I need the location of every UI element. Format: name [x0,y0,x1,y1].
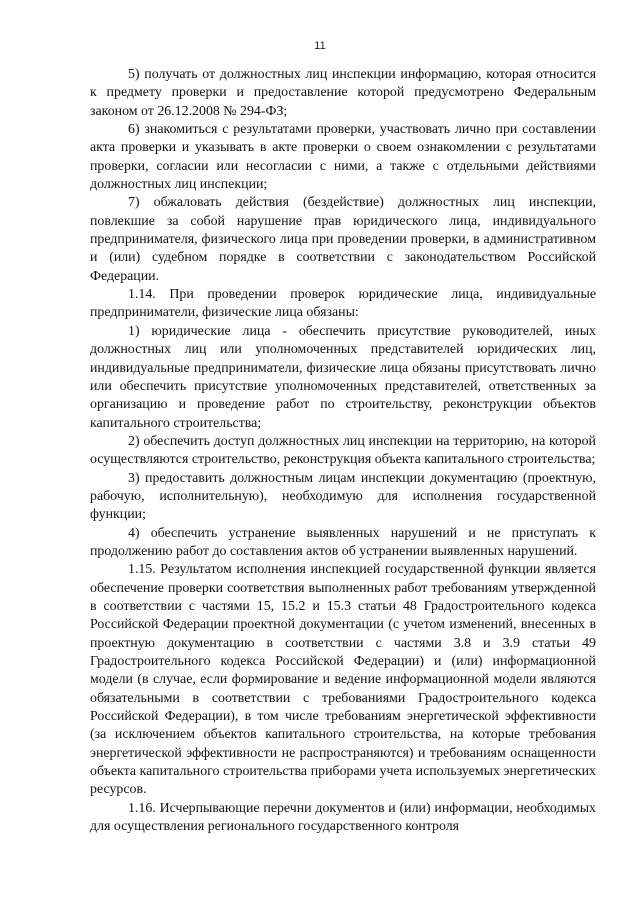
paragraph-obligation-3: 3) предоставить должностным лицам инспекции документацию (проектную, рабочую, исполнительную), необходимую для исполнения государственной функции; [90,470,596,523]
page-number: 11 [314,40,326,52]
paragraph-clause-1-15: 1.15. Результатом исполнения инспекцией государственной функции является обеспечение проверки соответствия выполненных работ требованиям утвержденной в соответствии с частями 15, 15.2 и 15.3 статьи 48 Градостроительного кодекса Российской Федерации проектной документации (с учетом изменений, внесенных в проектную документацию в соответствии с частями 3.8 и 3.9 статьи 49 Градостроительного кодекса Российской Федерации) и (или) информационной модели (в случае, если формирование и ведение информационной модели являются обязательными в соответствии с требованиями Градостроительного кодекса Российской Федерации), в том числе требованиям энергетической эффективности (за исключением объектов капитального строительства, на которые требования энергетической эффективности не распространяются) и требованиям оснащенности объекта капитального строительства приборами учета используемых энергетических ресурсов. [90,562,596,798]
paragraph-obligation-2: 2) обеспечить доступ должностных лиц инспекции на территорию, на которой осуществляются строительство, реконструкция объекта капитального строительства; [90,433,596,468]
paragraph-obligation-4: 4) обеспечить устранение выявленных нарушений и не приступать к продолжению работ до составления актов об устранении выявленных нарушений. [90,525,596,559]
paragraph-obligation-1: 1) юридические лица - обеспечить присутствие руководителей, иных должностных лиц или уполномоченных представителей юридических лиц, индивидуальные предприниматели, физические лица обязаны присутствовать лично или обеспечить присутствие уполномоченных представителей, ответственных за организацию и проведение работ по строительству, реконструкции объектов капитального строительства; [90,323,596,431]
paragraph-item-5: 5) получать от должностных лиц инспекции информацию, которая относится к предмету проверки и предоставление которой предусмотрено Федеральным законом от 26.12.2008 № 294-ФЗ; [90,67,596,119]
paragraph-clause-1-14: 1.14. При проведении проверок юридические лица, индивидуальные предприниматели, физические лица обязаны: [90,287,596,321]
paragraph-item-6: 6) знакомиться с результатами проверки, участвовать лично при составлении акта проверки и указывать в акте проверки о своем ознакомлении с результатами проверки, согласии или несогласии с ними, а также с отдельными действиями должностных лиц инспекции; [90,122,596,193]
document-body [90,66,596,836]
paragraph-item-7: 7) обжаловать действия (бездействие) должностных лиц инспекции, повлекшие за собой нарушение прав юридического лица, индивидуального предпринимателя, физического лица при проведении проверки, в административном и (или) судебном порядке в соответствии с законодательством Российской Федерации. [90,195,596,284]
paragraph-clause-1-16: 1.16. Исчерпывающие перечни документов и (или) информации, необходимых для осуществления регионального государственного контроля [90,800,596,835]
